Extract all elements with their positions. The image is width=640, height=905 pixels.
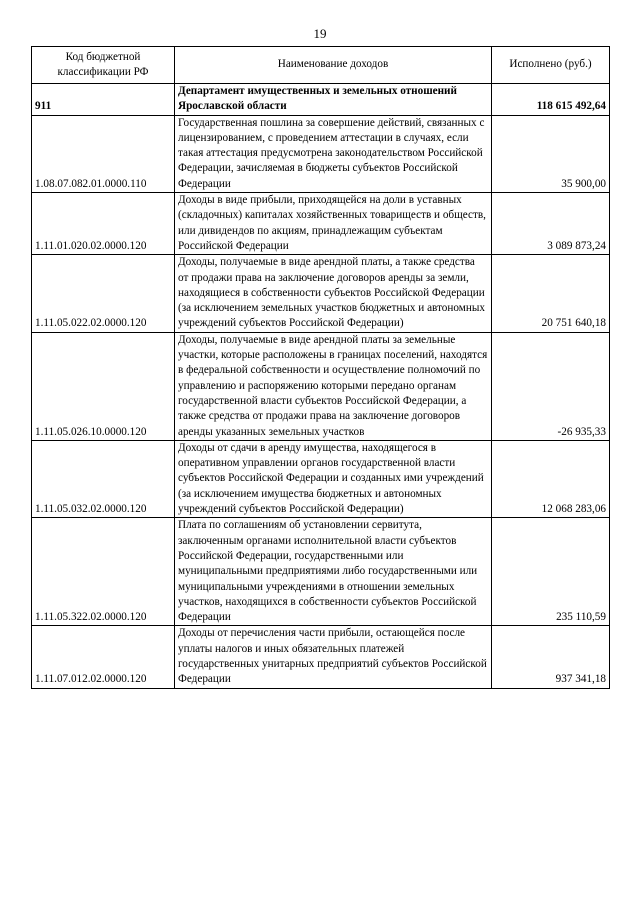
row-name: Доходы от сдачи в аренду имущества, находящегося в оперативном управлении органов государственной власти субъектов Российской Федерации и созданных ими учреждений (за исключением имущества бюджетных и автономных учреждений субъектов Российской Федерации) — [175, 440, 492, 517]
row-amount: 35 900,00 — [492, 115, 610, 192]
row-name: Доходы в виде прибыли, приходящейся на доли в уставных (складочных) капиталах хозяйственных товариществ и обществ, или дивидендов по акциям, принадлежащим субъектам Российской Федерации — [175, 193, 492, 255]
table-row — [32, 115, 610, 192]
row-name: Плата по соглашениям об установлении сервитута, заключенным органами исполнительной власти субъектов Российской Федерации, государственными или муниципальными предприятиями либо государственными или муниципальными учреждениями в отношении земельных участков, находящихся в собственности субъектов Российской Федерации — [175, 518, 492, 626]
table-row — [32, 518, 610, 626]
table-row — [32, 255, 610, 332]
revenue-table — [31, 46, 610, 689]
department-row — [32, 84, 610, 116]
table-header-row — [32, 47, 610, 84]
row-amount: 12 068 283,06 — [492, 440, 610, 517]
table-row — [32, 193, 610, 255]
row-name: Доходы, получаемые в виде арендной платы за земельные участки, которые расположены в границах поселений, находятся в федеральной собственности и осуществление полномочий по управлению и распоряжению которыми передано органам государственной власти субъектов Российской Федерации, а также средства от продажи права на заключение договоров аренды указанных земельных участков — [175, 332, 492, 440]
row-name: Доходы от перечисления части прибыли, остающейся после уплаты налогов и иных обязательных платежей государственных унитарных предприятий субъектов Российской Федерации — [175, 626, 492, 688]
header-code: Код бюджетной классификации РФ — [32, 47, 175, 84]
row-amount: 235 110,59 — [492, 518, 610, 626]
table-row — [32, 626, 610, 688]
row-code: 1.11.05.022.02.0000.120 — [32, 255, 175, 332]
row-amount: -26 935,33 — [492, 332, 610, 440]
row-name: Государственная пошлина за совершение действий, связанных с лицензированием, с проведением аттестации в случаях, если такая аттестация предусмотрена законодательством Российской Федерации, зачисляемая в бюджеты субъектов Российской Федерации — [175, 115, 492, 192]
row-code: 1.08.07.082.01.0000.110 — [32, 115, 175, 192]
page-number: 19 — [313, 26, 327, 41]
row-code: 1.11.05.322.02.0000.120 — [32, 518, 175, 626]
row-code: 1.11.07.012.02.0000.120 — [32, 626, 175, 688]
row-code: 1.11.05.032.02.0000.120 — [32, 440, 175, 517]
department-name: Департамент имущественных и земельных отношений Ярославской области — [175, 84, 492, 116]
row-code: 1.11.05.026.10.0000.120 — [32, 332, 175, 440]
table-row — [32, 440, 610, 517]
row-name: Доходы, получаемые в виде арендной платы, а также средства от продажи права на заключение договоров аренды за земли, находящиеся в собственности субъектов Российской Федерации (за исключением земельных участков бюджетных и автономных учреждений субъектов Российской Федерации) — [175, 255, 492, 332]
row-amount: 3 089 873,24 — [492, 193, 610, 255]
row-amount: 937 341,18 — [492, 626, 610, 688]
table-row — [32, 332, 610, 440]
header-name: Наименование доходов — [175, 47, 492, 84]
department-amount: 118 615 492,64 — [492, 84, 610, 116]
department-code: 911 — [32, 84, 175, 116]
header-amount: Исполнено (руб.) — [492, 47, 610, 84]
row-amount: 20 751 640,18 — [492, 255, 610, 332]
row-code: 1.11.01.020.02.0000.120 — [32, 193, 175, 255]
